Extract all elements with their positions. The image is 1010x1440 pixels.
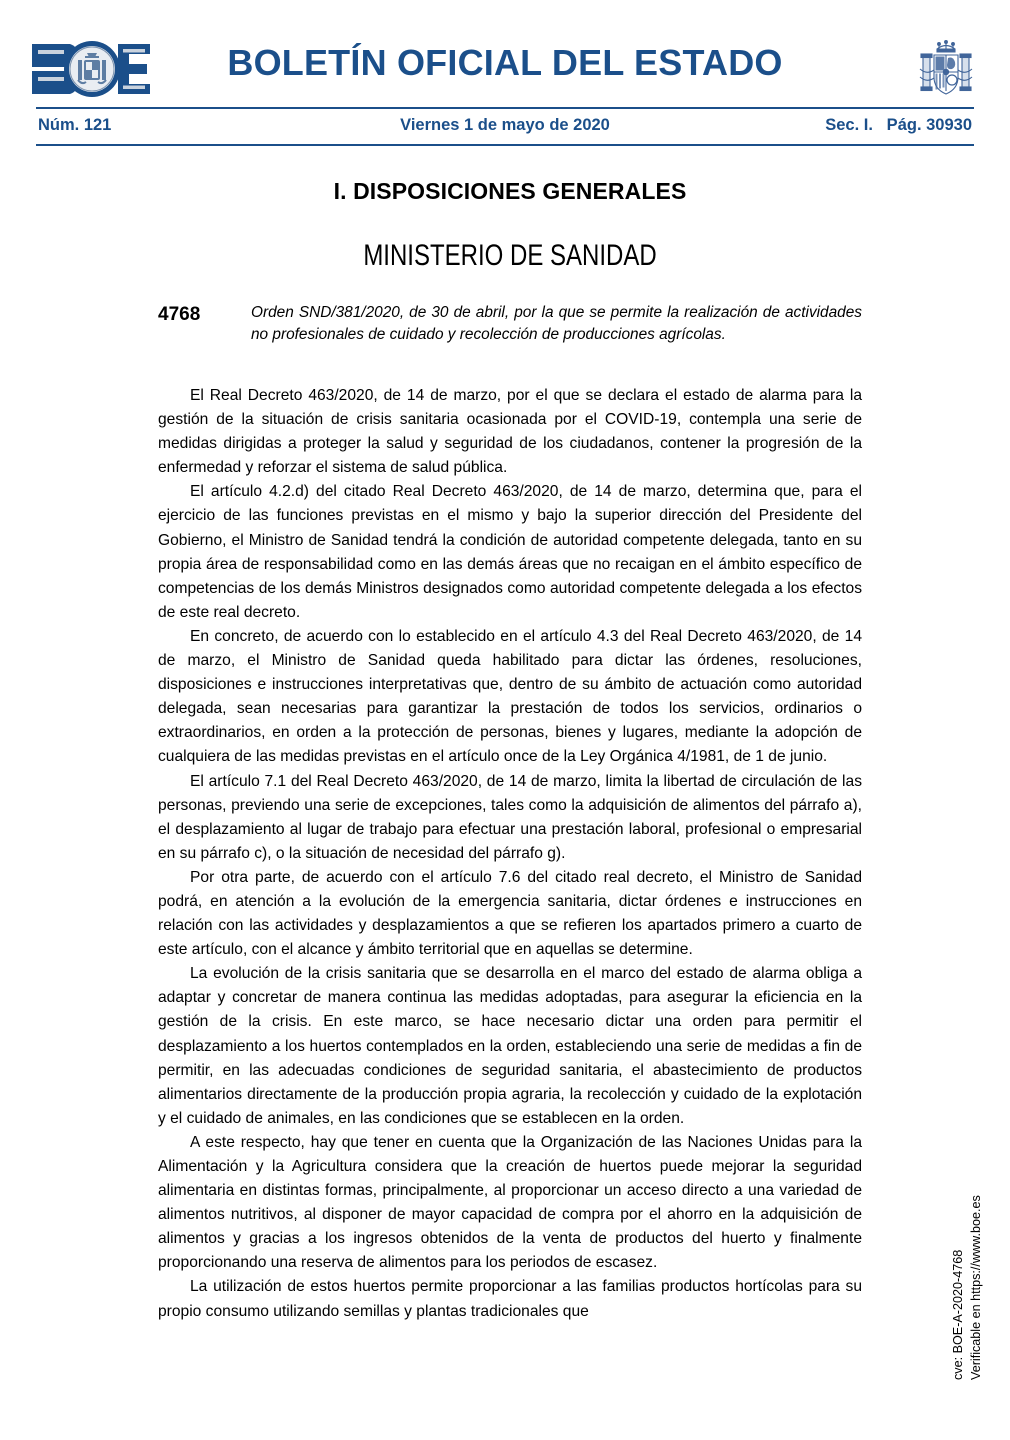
preamble-paragraph: La utilización de estos huertos permite proporcionar a las familias productos hortícolas para su propio consumo utilizando semillas y plantas tradicionales que [158, 1278, 862, 1320]
preamble-paragraph: El artículo 4.2.d) del citado Real Decreto 463/2020, de 14 de marzo, determina que, para el ejercicio de las funciones previstas en el mismo y bajo la superior dirección del Presidente del Gobierno, el Ministro de Sanidad tendrá la condición de autoridad competente delegada, tanto en su propia área de responsabilidad como en las demás áreas que no recaigan en el ámbito específico de competencias de los demás Ministros designados como autoridad competente delegada a los efectos de este real decreto. [158, 483, 862, 621]
order-title: Orden SND/381/2020, de 30 de abril, por la que se permite la realización de actividades no profesionales de cuidado y recolección de producciones agrícolas. [251, 304, 862, 343]
preamble-paragraph: El Real Decreto 463/2020, de 14 de marzo, por el que se declara el estado de alarma para la gestión de la situación de crisis sanitaria ocasionada por el COVID-19, contempla una serie de medidas dirigidas a proteger la salud y seguridad de los ciudadanos, contener la progresión de la enfermedad y reforzar el sistema de salud pública. [158, 387, 862, 477]
verification-url: Verificable en https://www.boe.es [969, 1195, 983, 1380]
preamble-paragraph: A este respecto, hay que tener en cuenta que la Organización de las Naciones Unidas para la Alimentación y la Agricultura considera que la creación de huertos puede mejorar la seguridad alimentaria en distintas formas, principalmente, al proporcionar un acceso directo a una variedad de alimentos nutritivos, al disponer de mayor capacidad de compra por el ahorro en la adquisición de alimentos y gracias a los ingresos obtenidos de la venta de productos del huerto y finalmente proporcionando una reserva de alimentos para los periodos de escasez. [158, 1133, 862, 1272]
section-and-page: Sec. I. Pág. 30930 [825, 116, 972, 134]
preamble-paragraph: La evolución de la crisis sanitaria que se desarrolla en el marco del estado de alarma obliga a adaptar y concretar de manera continua las medidas adoptadas, para asegurar la eficiencia en la gestión de la crisis. En este marco, se hace necesario dictar una orden para permitir el desplazamiento a los huertos contemplados en la orden, estableciendo una serie de medidas a fin de permitir, en las adecuadas condiciones de seguridad sanitaria, el abastecimiento de productos alimentarios directamente de la producción propia agraria, la recolección y cuidado de la explotación y el cuidado de animales, en las condiciones que se establecen en la orden. [158, 965, 862, 1127]
preamble-body [158, 384, 862, 1324]
page-title: BOLETÍN OFICIAL DEL ESTADO [227, 42, 783, 83]
spain-coat-of-arms-icon [915, 33, 977, 105]
ministry-heading: MINISTERIO DE SANIDAD [363, 239, 657, 272]
issue-date: Viernes 1 de mayo de 2020 [400, 116, 610, 134]
order-block [158, 302, 862, 345]
masthead [0, 0, 1010, 106]
order-number: 4768 [158, 304, 201, 325]
preamble-paragraph: En concreto, de acuerdo con lo establecido en el artículo 4.3 del Real Decreto 463/2020, de 14 de marzo, el Ministro de Sanidad queda habilitado para dictar las órdenes, resoluciones, disposiciones e instrucciones interpretativas que, dentro de su ámbito de actuación como autoridad delegada, sean necesarias para garantizar la prestación de todos los servicios, ordinarios o extraordinarios, en orden a la protección de personas, bienes y lugares, mediante la adopción de cualquiera de las medidas previstas en el artículo once de la Ley Orgánica 4/1981, de 1 de junio. [158, 627, 862, 766]
issue-number: Núm. 121 [38, 116, 112, 134]
cve-sidebar [952, 1150, 992, 1380]
preamble-paragraph: Por otra parte, de acuerdo con el artículo 7.6 del citado real decreto, el Ministro de Sanidad podrá, en atención a la evolución de la emergencia sanitaria, dictar órdenes e instrucciones en relación con las actividades y desplazamientos a que se refieren los apartados primero a cuarto de este artículo, con el alcance y ámbito territorial que en aquellas se determine. [158, 868, 862, 959]
cve-identifier: cve: BOE-A-2020-4768 [951, 1249, 965, 1380]
section-heading: I. DISPOSICIONES GENERALES [333, 178, 687, 204]
preamble-paragraph: El artículo 7.1 del Real Decreto 463/2020, de 14 de marzo, limita la libertad de circulación de las personas, previendo una serie de excepciones, tales como la adquisición de alimentos del párrafo a), el desplazamiento al lugar de trabajo para efectuar una prestación laboral, profesional o empresarial en su párrafo c), o la situación de necesidad del párrafo g). [158, 772, 862, 862]
issue-header-bar [36, 107, 974, 146]
